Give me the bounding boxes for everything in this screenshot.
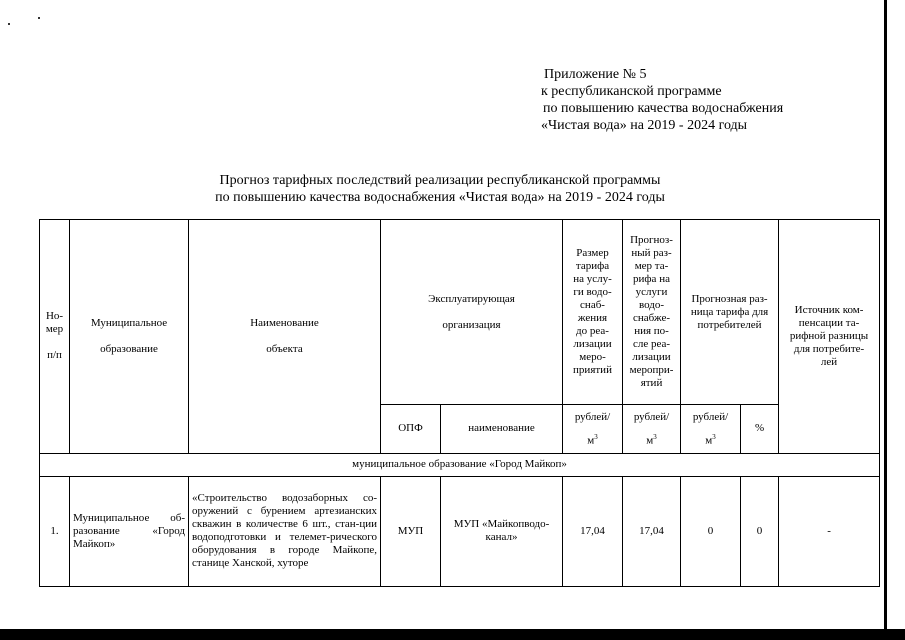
scan-speck xyxy=(38,17,40,19)
col-header-source: Источник ком- пенсации та- рифной разницы для потребите- лей xyxy=(779,220,880,454)
cell-operator-name: МУП «Майкопводо-канал» xyxy=(441,476,563,586)
title-line: Прогноз тарифных последствий реализации республиканской программы xyxy=(219,173,661,188)
unit-text: рублей/ xyxy=(633,411,670,423)
unit-rub-per-m3 xyxy=(623,405,681,454)
tariff-table xyxy=(39,219,880,587)
appendix-line: к республиканской программе xyxy=(541,84,722,99)
section-row xyxy=(40,453,880,476)
unit-text: м xyxy=(646,434,654,447)
cell-number: 1. xyxy=(40,476,70,586)
cell-object: «Строительство водозаборных со-оружений с бурением артезианских скважин в количестве 6 шт., стан-ции водоподготовки и телемет-рического оборудования в городе Майкопе, станице Ханской, хуторе xyxy=(189,476,381,586)
unit-text: м xyxy=(705,434,713,447)
col-header-tariff-after: Прогноз- ный раз- мер та- рифа на услуги водо- снабже- ния по- сле реа- лизации меропри- ятий xyxy=(623,220,681,405)
title-line: по повышению качества водоснабжения «Чистая вода» на 2019 - 2024 годы xyxy=(215,190,665,205)
scan-edge xyxy=(0,629,905,640)
cell-diff-pct: 0 xyxy=(741,476,779,586)
unit-exponent: 3 xyxy=(653,433,657,441)
col-header-operator: Эксплуатирующая организация xyxy=(381,220,563,405)
appendix-line: Приложение № 5 xyxy=(544,67,647,82)
appendix-caption xyxy=(541,66,783,134)
col-header-tariff-diff: Прогнозная раз- ница тарифа для потребителей xyxy=(681,220,779,405)
col-header-number: Но- мер п/п xyxy=(40,220,70,454)
cell-municipality: Муниципальное об-разование «Город Майкоп» xyxy=(70,476,189,586)
cell-diff-rub: 0 xyxy=(681,476,741,586)
header-row xyxy=(40,220,880,405)
unit-text: рублей/ xyxy=(574,411,611,423)
col-header-tariff-before: Размер тарифа на услу- ги водо- снаб- жения до реа- лизации меро- приятий xyxy=(563,220,623,405)
col-header-object: Наименование объекта xyxy=(189,220,381,454)
appendix-line: по повышению качества водоснабжения xyxy=(543,101,784,116)
cell-source: - xyxy=(779,476,880,586)
unit-rub-per-m3 xyxy=(681,405,741,454)
section-title: муниципальное образование «Город Майкоп» xyxy=(40,453,880,476)
appendix-line: «Чистая вода» на 2019 - 2024 годы xyxy=(541,118,748,133)
document-title xyxy=(100,172,780,206)
cell-tariff-after: 17,04 xyxy=(623,476,681,586)
unit-text: м xyxy=(587,434,595,447)
cell-opf: МУП xyxy=(381,476,441,586)
unit-exponent: 3 xyxy=(712,433,716,441)
col-header-name: наименование xyxy=(441,405,563,454)
unit-rub-per-m3 xyxy=(563,405,623,454)
cell-tariff-before: 17,04 xyxy=(563,476,623,586)
col-header-opf: ОПФ xyxy=(381,405,441,454)
unit-text: рублей/ xyxy=(692,411,729,423)
scan-speck xyxy=(8,23,10,25)
unit-percent: % xyxy=(741,405,779,454)
col-header-municipality: Муниципальное образование xyxy=(70,220,189,454)
scan-edge xyxy=(884,0,887,640)
table-row xyxy=(40,476,880,586)
unit-exponent: 3 xyxy=(594,433,598,441)
